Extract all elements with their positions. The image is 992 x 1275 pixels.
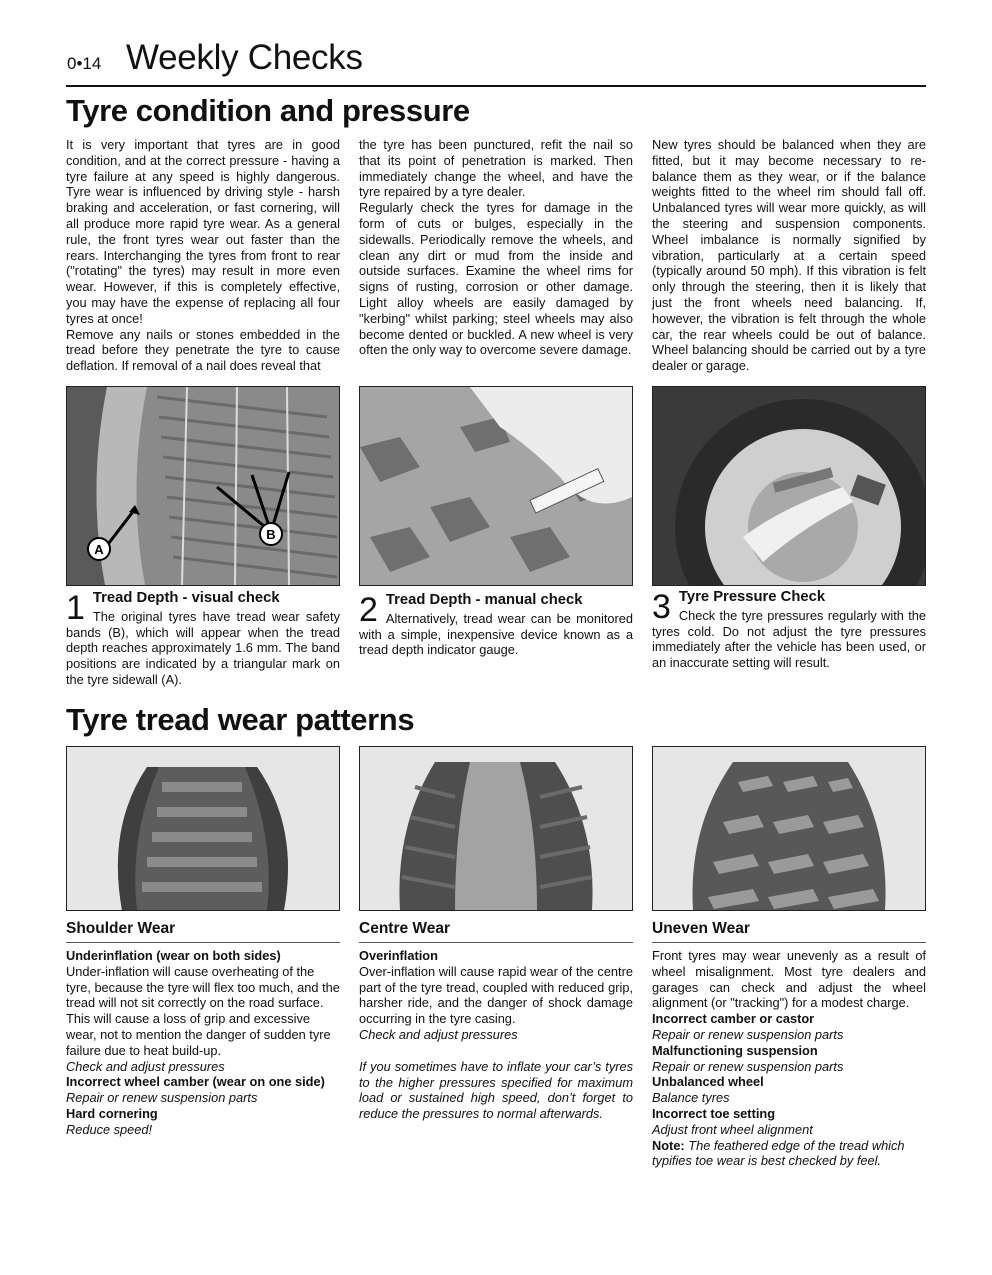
photo-tread-depth-visual bbox=[66, 386, 340, 586]
figure-text: Alternatively, tread wear can be monitored with a simple, inexpensive device known as a tread depth indicator gauge. bbox=[359, 610, 633, 658]
remedy-text: Check and adjust pressures bbox=[66, 1058, 225, 1074]
centre-wear-body bbox=[359, 948, 633, 1122]
cause-heading: Unbalanced wheel bbox=[652, 1074, 764, 1090]
photo-uneven-wear bbox=[652, 746, 926, 911]
figure-text: Check the tyre pressures regularly with the tyres cold. Do not adjust the tyre pressures immediately after the vehicle has been used, or an inaccurate setting will result. bbox=[652, 607, 926, 671]
intro-paragraph: the tyre has been punctured, refit the nail so that its point of penetration is marked. Then immediately change the wheel, and have the tyre repaired by a tyre dealer. bbox=[359, 137, 633, 200]
uneven-wear-title: Uneven Wear bbox=[652, 920, 926, 943]
figure-caption-3 bbox=[652, 590, 926, 671]
intro-column-1 bbox=[66, 137, 340, 374]
figure-caption-2 bbox=[359, 593, 633, 658]
spacer bbox=[359, 1043, 633, 1059]
photo-centre-wear bbox=[359, 746, 633, 911]
figure-number: 1 bbox=[66, 589, 85, 627]
cause-heading: Incorrect camber or castor bbox=[652, 1011, 815, 1027]
centre-wear-title: Centre Wear bbox=[359, 920, 633, 943]
remedy-text: Repair or renew suspension parts bbox=[66, 1090, 258, 1106]
figure-text: The original tyres have tread wear safety bands (B), which will appear when the tread depth reaches approximately 1.6 mm. The band positions are indicated by a triangular mark on the tyre sidewall (A). bbox=[66, 608, 340, 687]
remedy-text: Reduce speed! bbox=[66, 1121, 153, 1137]
figure-title: Tyre Pressure Check bbox=[678, 589, 826, 605]
photo-tyre-pressure-check bbox=[652, 386, 926, 586]
intro-column-2 bbox=[359, 137, 633, 358]
remedy-text: Check and adjust pressures bbox=[359, 1026, 518, 1042]
section-title-tyre-condition: Tyre condition and pressure bbox=[66, 93, 470, 128]
intro-paragraph: New tyres should be balanced when they are fitted, but it may become necessary to re-balance them as they wear, or if the balance weights fitted to the wheel rim should fall off. Unbalanced tyres will wear more quickly, as will the steering and suspension components. Wheel imbalance is normally signified by vibration, particularly at a certain speed (typically around 50 mph). If this vibration is felt only through the steering, then it is likely that just the front wheels need balancing. If, however, the vibration is felt through the whole car, the rear wheels could be out of balance. Wheel balancing should be carried out by a tyre dealer or garage. bbox=[652, 137, 926, 374]
cause-text: Over-inflation will cause rapid wear of the centre part of the tyre tread, coupled with reduced grip, harsher ride, and the danger of shock damage occurring in the tyre casing. bbox=[359, 963, 633, 1027]
intro-paragraph: Regularly check the tyres for damage in the form of cuts or bulges, especially in the sidewalls. Periodically remove the wheels, and clean any dirt or mud from the inside and outside surfaces. Examine the wheel rims for signs of rusting, corrosion or other damage. Light alloy wheels are easily damaged by "kerbing" whilst parking; steel wheels may also become dented or buckled. A new wheel is very often the only way to overcome severe damage. bbox=[359, 200, 633, 358]
figure-title: Tread Depth - manual check bbox=[385, 592, 583, 608]
inflation-note: If you sometimes have to inflate your car’s tyres to the higher pressures specified for maximum load or sustained high speed, don’t forget to reduce the pressures to normal afterwards. bbox=[359, 1058, 633, 1122]
remedy-text: Balance tyres bbox=[652, 1090, 730, 1106]
label-b: B bbox=[266, 527, 276, 542]
chapter-title: Weekly Checks bbox=[126, 38, 363, 77]
intro-paragraph: Remove any nails or stones embedded in the tread before they penetrate the tyre to cause deflation. If removal of a nail does reveal that bbox=[66, 326, 340, 374]
toe-wear-note bbox=[652, 1138, 926, 1170]
remedy-text: Repair or renew suspension parts bbox=[652, 1026, 844, 1042]
figure-number: 2 bbox=[359, 591, 378, 629]
figure-number: 3 bbox=[652, 588, 671, 626]
cause-heading: Incorrect wheel camber (wear on one side) bbox=[66, 1074, 325, 1090]
section-title-tread-wear: Tyre tread wear patterns bbox=[66, 702, 415, 737]
cause-heading: Incorrect toe setting bbox=[652, 1105, 776, 1121]
photo-tread-depth-manual bbox=[359, 386, 633, 586]
intro-paragraph: It is very important that tyres are in good condition, and at the correct pressure - having a tyre failure at any speed is highly dangerous. Tyre wear is influenced by driving style - harsh braking and acceleration, or fast cornering, will all produce more rapid tyre wear. As a general rule, the front tyres wear out faster than the rears. Interchanging the tyres from front to rear ("rotating" the tyres) may result in more even wear. However, if this is completely effective, you may have the expense of replacing all four tyres at once! bbox=[66, 137, 340, 326]
page-number: 0•14 bbox=[67, 54, 102, 73]
cause-text: Under-inflation will cause overheating of the tyre, because the tyre will flex too much, and the tread will not sit correctly on the road surface. This will cause a loss of grip and excessive wear, not to mention the danger of sudden tyre failure due to heat build-up. bbox=[66, 963, 340, 1058]
shoulder-wear-body bbox=[66, 948, 340, 1138]
cause-heading: Underinflation (wear on both sides) bbox=[66, 948, 281, 963]
note-label: Note: bbox=[652, 1137, 685, 1153]
remedy-text: Adjust front wheel alignment bbox=[652, 1121, 813, 1137]
cause-heading: Malfunctioning suspension bbox=[652, 1042, 818, 1058]
figure-caption-1 bbox=[66, 591, 340, 688]
photo-shoulder-wear bbox=[66, 746, 340, 911]
note-text: The feathered edge of the tread which typifies toe wear is best checked by feel. bbox=[652, 1137, 905, 1169]
label-a: A bbox=[94, 542, 104, 557]
cause-heading: Overinflation bbox=[359, 948, 438, 963]
shoulder-wear-title: Shoulder Wear bbox=[66, 920, 340, 943]
figure-title: Tread Depth - visual check bbox=[92, 590, 280, 606]
uneven-wear-body bbox=[652, 948, 926, 1169]
cause-heading: Hard cornering bbox=[66, 1105, 158, 1121]
header-rule bbox=[66, 85, 926, 87]
cause-text: Front tyres may wear unevenly as a result of wheel misalignment. Most tyre dealers and garages can check and adjust the wheel alignment (or "tracking") for a modest charge. bbox=[652, 948, 926, 1011]
intro-column-3 bbox=[652, 137, 926, 374]
remedy-text: Repair or renew suspension parts bbox=[652, 1058, 844, 1074]
